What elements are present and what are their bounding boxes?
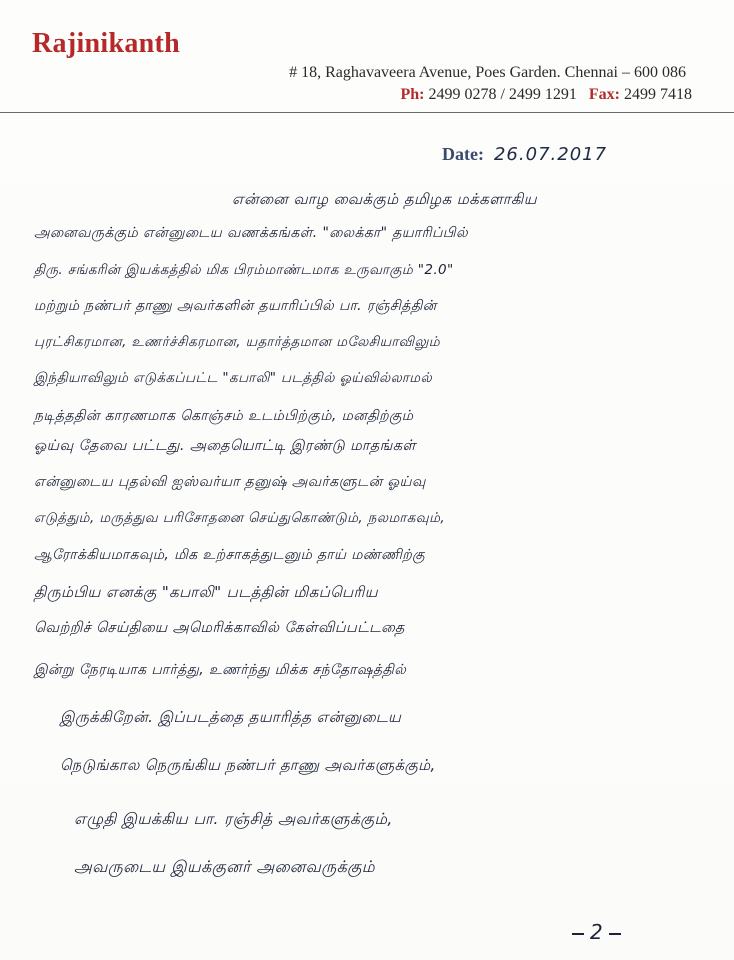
fax-value: 2499 7418 — [624, 86, 692, 103]
body-line: திரு. சங்கரின் இயக்கத்தில் மிக பிரம்மாண்டமாக உருவாகும் "2.0" — [34, 262, 454, 278]
body-line: நடித்ததின் காரணமாக கொஞ்சம் உடம்பிற்கும், மனதிற்கும் — [34, 408, 414, 424]
body-line: ஆரோக்கியமாகவும், மிக உற்சாகத்துடனும் தாய் மண்ணிற்கு — [34, 547, 425, 563]
body-line: புரட்சிகரமான, உணர்ச்சிகரமான, யதார்த்தமான மலேசியாவிலும் — [34, 334, 441, 350]
body-line: அனைவருக்கும் என்னுடைய வணக்கங்கள். "லைக்கா" தயாரிப்பில் — [34, 225, 468, 241]
body-line: எழுதி இயக்கிய பா. ரஞ்சித் அவர்களுக்கும், — [74, 810, 393, 828]
date-label: Date: — [442, 144, 484, 164]
fax-label: Fax: — [588, 86, 620, 103]
letterhead-name: Rajinikanth — [32, 28, 181, 59]
letterhead-divider — [0, 112, 734, 113]
body-line: திரும்பிய எனக்கு "கபாலி" படத்தின் மிகப்பெரிய — [34, 583, 378, 601]
body-line: நெடுங்கால நெருங்கிய நண்பர் தாணு அவர்களுக்கும், — [60, 756, 436, 774]
phone-label: Ph: — [400, 86, 425, 103]
body-line: என்னை வாழ வைக்கும் தமிழக மக்களாகிய — [232, 190, 537, 208]
phone-value: 2499 0278 / 2499 1291 — [428, 86, 577, 103]
body-line: மற்றும் நண்பர் தாணு அவர்களின் தயாரிப்பில் பா. ரஞ்சித்தின் — [34, 298, 437, 314]
letterhead-contact — [400, 86, 692, 104]
page-number-dash-left — [572, 933, 584, 935]
body-line: எடுத்தும், மருத்துவ பரிசோதனை செய்துகொண்டும், நலமாகவும், — [34, 510, 446, 526]
body-line: அவருடைய இயக்குனர் அனைவருக்கும் — [74, 857, 376, 876]
body-line: இருக்கிறேன். இப்படத்தை தயாரித்த என்னுடைய — [60, 708, 402, 726]
letterhead-address: # 18, Raghavaveera Avenue, Poes Garden. Chennai – 600 086 — [289, 64, 686, 81]
body-line: என்னுடைய புதல்வி ஐஸ்வர்யா தனுஷ் அவர்களுடன் ஓய்வு — [34, 474, 426, 490]
date-row — [442, 144, 607, 165]
body-line: இன்று நேரடியாக பார்த்து, உணர்ந்து மிக்க சந்தோஷத்தில் — [34, 662, 407, 678]
page-number-value: 2 — [590, 920, 603, 944]
body-line: ஓய்வு தேவை பட்டது. அதையொட்டி இரண்டு மாதங்கள் — [34, 438, 416, 454]
body-line: இந்தியாவிலும் எடுக்கப்பட்ட "கபாலி" படத்தில் ஓய்வில்லாமல் — [34, 370, 433, 386]
date-value: 26.07.2017 — [493, 144, 608, 165]
page-number — [566, 920, 627, 944]
page-number-dash-right — [609, 933, 621, 935]
body-line: வெற்றிச் செய்தியை அமெரிக்காவில் கேள்விப்பட்டதை — [34, 620, 405, 636]
